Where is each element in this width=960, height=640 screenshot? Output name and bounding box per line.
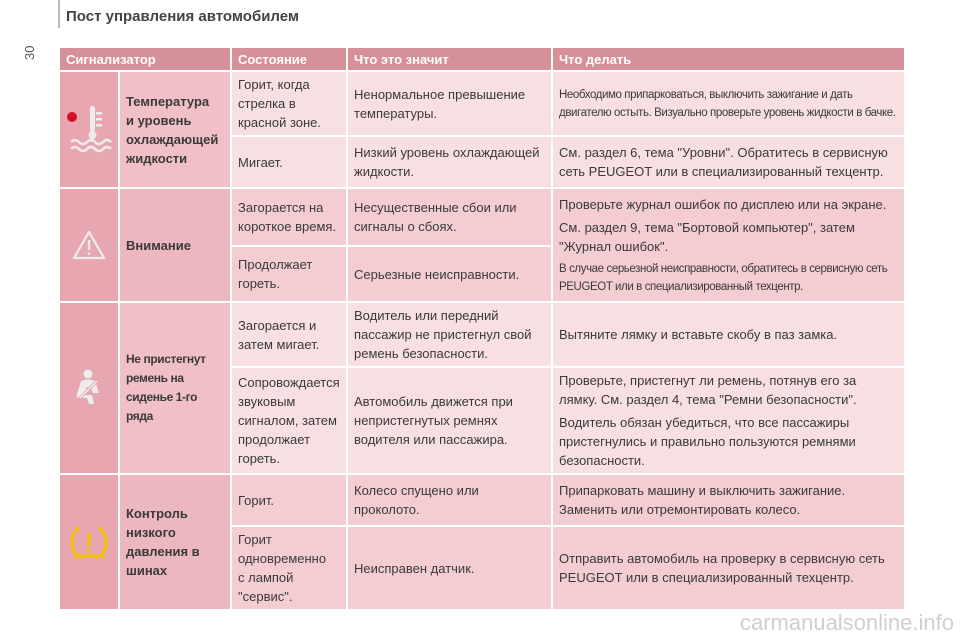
coolant-temperature-icon bbox=[65, 104, 113, 156]
header-indicator: Сигнализатор bbox=[59, 47, 231, 71]
header-meaning: Что это значит bbox=[347, 47, 552, 71]
meaning-cell: Несущественные сбои или сигналы о сбоях. bbox=[347, 188, 552, 246]
table-row bbox=[59, 474, 905, 526]
meaning-cell: Ненормальное превышение температуры. bbox=[347, 71, 552, 136]
indicator-name: Внимание bbox=[119, 188, 231, 302]
table-header-row bbox=[59, 47, 905, 71]
meaning-cell: Серьезные неисправности. bbox=[347, 246, 552, 302]
action-cell: См. раздел 6, тема "Уровни". Обратитесь в сервисную сеть PEUGEOT или в специализированный техцентр. bbox=[552, 136, 905, 188]
icon-cell bbox=[59, 71, 119, 188]
state-cell: Горит одновременно с лампой "сервис". bbox=[231, 526, 347, 610]
header-divider bbox=[58, 0, 60, 28]
action-cell: Проверьте журнал ошибок по дисплею или на экране. См. раздел 9, тема "Бортовой компьютер", затем "Журнал ошибок". В случае серьезной неисправности, обратитесь в сервисную сеть PEUGEOT или в специализированный техцентр. bbox=[552, 188, 905, 302]
meaning-cell: Низкий уровень охлаждающей жидкости. bbox=[347, 136, 552, 188]
icon-cell bbox=[59, 188, 119, 302]
seatbelt-icon bbox=[71, 368, 107, 408]
page-title: Пост управления автомобилем bbox=[66, 8, 300, 25]
watermark: carmanualsonline.info bbox=[739, 610, 954, 635]
state-cell: Сопровождается звуковым сигналом, затем продолжает гореть. bbox=[231, 367, 347, 474]
state-cell: Горит. bbox=[231, 474, 347, 526]
action-cell: Вытяните лямку и вставьте скобу в паз замка. bbox=[552, 302, 905, 367]
table-row bbox=[59, 302, 905, 367]
state-cell: Мигает. bbox=[231, 136, 347, 188]
state-cell: Продолжает гореть. bbox=[231, 246, 347, 302]
state-cell: Загорается на короткое время. bbox=[231, 188, 347, 246]
state-cell: Горит, когда стрелка в красной зоне. bbox=[231, 71, 347, 136]
indicator-name: Не пристегнут ремень на сиденье 1-го ряда bbox=[119, 302, 231, 474]
state-cell: Загорается и затем мигает. bbox=[231, 302, 347, 367]
meaning-cell: Автомобиль движется при непристегнутых ремнях водителя или пассажира. bbox=[347, 367, 552, 474]
meaning-cell: Неисправен датчик. bbox=[347, 526, 552, 610]
page-number: 30 bbox=[22, 45, 37, 60]
icon-cell bbox=[59, 302, 119, 474]
meaning-cell: Колесо спущено или проколото. bbox=[347, 474, 552, 526]
table-row bbox=[59, 188, 905, 246]
warning-triangle-icon bbox=[71, 229, 107, 261]
action-cell: Необходимо припарковаться, выключить зажигание и дать двигателю остыть. Визуально проверьте уровень жидкости в бачке. bbox=[552, 71, 905, 136]
tire-pressure-icon bbox=[69, 524, 109, 560]
action-cell: Проверьте, пристегнут ли ремень, потянув его за лямку. См. раздел 4, тема "Ремни безопасности". Водитель обязан убедиться, что все пассажиры пристегнулись и правильно пользуются ремнями безопасности. bbox=[552, 367, 905, 474]
warning-lights-table bbox=[58, 46, 906, 611]
meaning-cell: Водитель или передний пассажир не пристегнул свой ремень безопасности. bbox=[347, 302, 552, 367]
action-cell: Припарковать машину и выключить зажигание. Заменить или отремонтировать колесо. bbox=[552, 474, 905, 526]
table-row bbox=[59, 71, 905, 136]
header-state: Состояние bbox=[231, 47, 347, 71]
icon-cell bbox=[59, 474, 119, 610]
header-action: Что делать bbox=[552, 47, 905, 71]
indicator-name: Контроль низкого давления в шинах bbox=[119, 474, 231, 610]
indicator-name: Температура и уровень охлаждающей жидкости bbox=[119, 71, 231, 188]
action-cell: Отправить автомобиль на проверку в сервисную сеть PEUGEOT или в специализированный техцентр. bbox=[552, 526, 905, 610]
